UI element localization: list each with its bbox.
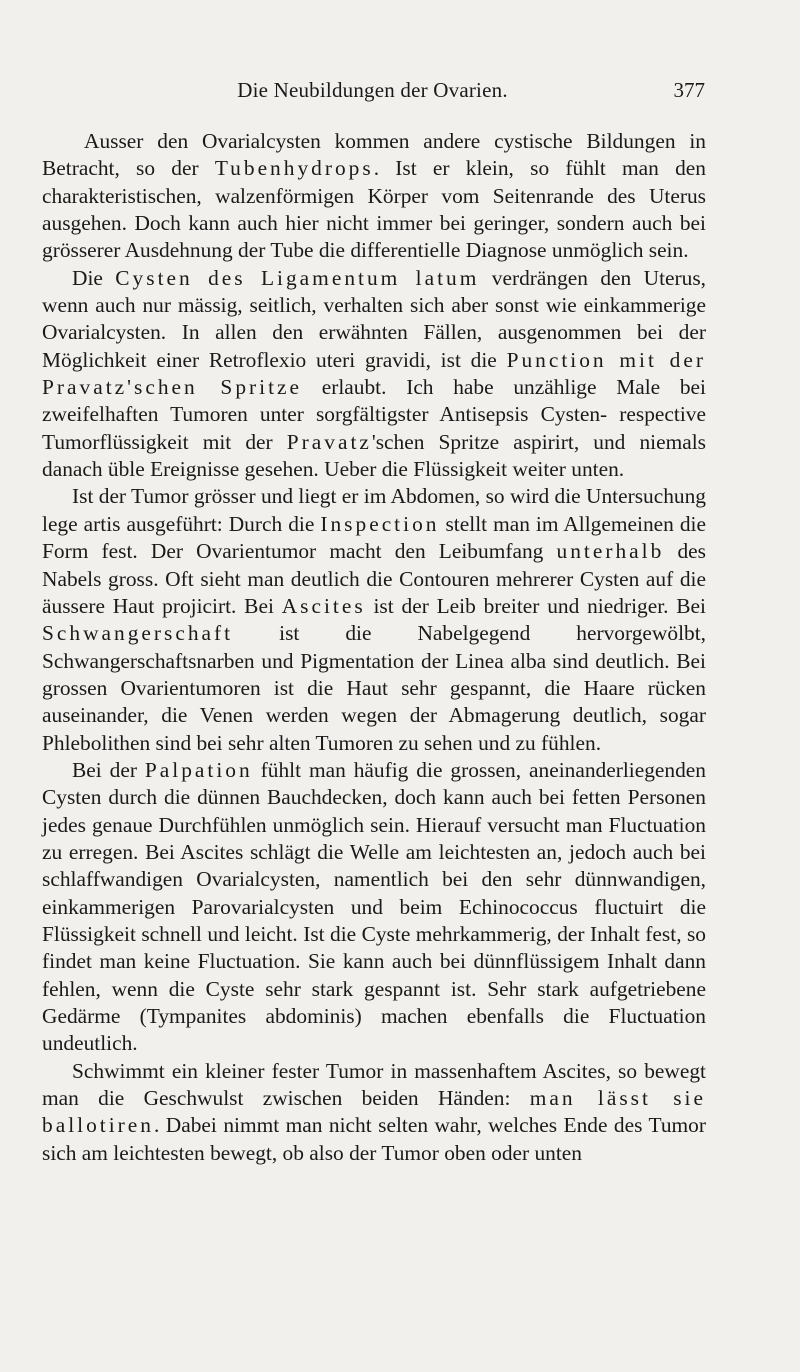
text-run: Schwimmt ein kleiner fester Tumor in massenhaftem Ascites, so bewegt man die Geschwulst zwischen beiden Händen:: [42, 1058, 706, 1111]
emphasized-term: Tubenhydrops: [214, 156, 374, 181]
page-number: 377: [673, 78, 705, 102]
text-run: fühlt man häufig die grossen, aneinanderliegenden Cysten durch die dünnen Bauchdecken, doch kann auch bei fetten Personen jedes genaue Durchfühlen unmöglich sein. Hierauf versucht man Fluctuation zu erregen. Bei Ascites schlägt die Welle am leichtesten an, jedoch auch bei schlaffwandigen Ovarialcysten, namentlich bei den sehr dünnwandigen, einkammerigen Parovarialcysten und beim Echinococcus fluctuirt die Flüssigkeit schnell und leicht. Ist die Cyste mehrkammerig, der Inhalt fest, so findet man keine Fluctuation. Sie kann auch bei dünnflüssigem Inhalt dann fehlen, wenn die Cyste sehr stark gespannt ist. Sehr stark aufgetriebene Gedärme (Tympanites abdominis) machen ebenfalls die Fluctuation undeutlich.: [42, 757, 706, 1056]
paragraph: [42, 128, 706, 265]
running-head: [40, 78, 705, 108]
text-run: Bei der: [72, 757, 145, 782]
paragraph: [42, 1058, 706, 1167]
emphasized-term: Schwangerschaft: [42, 621, 234, 646]
emphasized-term: Ascites: [281, 593, 366, 618]
paragraph: [42, 483, 706, 756]
emphasized-term: Inspection: [320, 511, 440, 536]
emphasized-term: Palpation: [144, 757, 253, 782]
paragraph: [42, 265, 706, 484]
text-run: erlaubt. Ich habe unzählige Male bei zweifelhaften Tumoren unter sorgfältigster Antisepsis Cysten- respective Tumorflüssigkeit mit der: [42, 375, 706, 454]
text-run: 'schen Spritze aspirirt, und niemals danach üble Ereignisse gesehen. Ueber die Flüssigkeit weiter unten.: [42, 429, 706, 482]
emphasized-term: Punction mit der Pravatz'schen Spritze: [42, 347, 706, 400]
text-run: stellt man im Allgemeinen die Form fest. Der Ovarientumor macht den Leibumfang: [42, 511, 706, 564]
paragraph: [42, 757, 706, 1058]
emphasized-term: unterhalb: [556, 539, 665, 564]
text-run: ist die Nabelgegend hervorgewölbt, Schwangerschaftsnarben und Pigmentation der Linea alba sind deutlich. Bei grossen Ovarientumoren ist die Haut sehr gespannt, die Haare rücken auseinander, die Venen werden wegen der Abmagerung deutlich, sogar Phlebolithen sind bei sehr alten Tumoren zu sehen und zu fühlen.: [42, 621, 706, 755]
emphasized-term: Pravatz: [286, 429, 372, 454]
text-run: Ausser den Ovarialcysten kommen andere cystische Bildungen in Betracht, so der: [42, 129, 706, 181]
text-run: . Dabei nimmt man nicht selten wahr, welches Ende des Tumor sich am leichtesten bewegt, ob also der Tumor oben oder unten: [42, 1113, 706, 1165]
emphasized-term: Cysten des Ligamentum latum: [115, 265, 480, 290]
text-run: ist der Leib breiter und niedriger. Bei: [365, 593, 706, 618]
text-run: Ist der Tumor grösser und liegt er im Abdomen, so wird die Untersuchung lege artis ausgeführt: Durch die: [42, 484, 706, 536]
running-title: Die Neubildungen der Ovarien.: [237, 78, 508, 102]
text-run: verdrängen den Uterus, wenn auch nur mässig, seitlich, verhalten sich aber sonst wie einkammerige Ovarialcysten. In allen den erwähnten Fällen, ausgenommen bei der Möglichkeit einer Retroflexio uteri gravidi, ist die: [42, 265, 707, 372]
emphasized-term: man lässt sie ballotiren: [42, 1086, 706, 1138]
body-text: [42, 128, 706, 1167]
text-run: . Ist er klein, so fühlt man den charakteristischen, walzenförmigen Körper vom Seitenrande des Uterus ausgehen. Doch kann auch hier nicht immer bei geringer, sondern auch bei grösserer Ausdehnung der Tube die differentielle Diagnose unmöglich sein.: [42, 156, 706, 263]
text-run: Die: [72, 265, 116, 290]
text-run: des Nabels gross. Oft sieht man deutlich die Contouren mehrerer Cysten auf die äussere Haut projicirt. Bei: [42, 539, 706, 618]
